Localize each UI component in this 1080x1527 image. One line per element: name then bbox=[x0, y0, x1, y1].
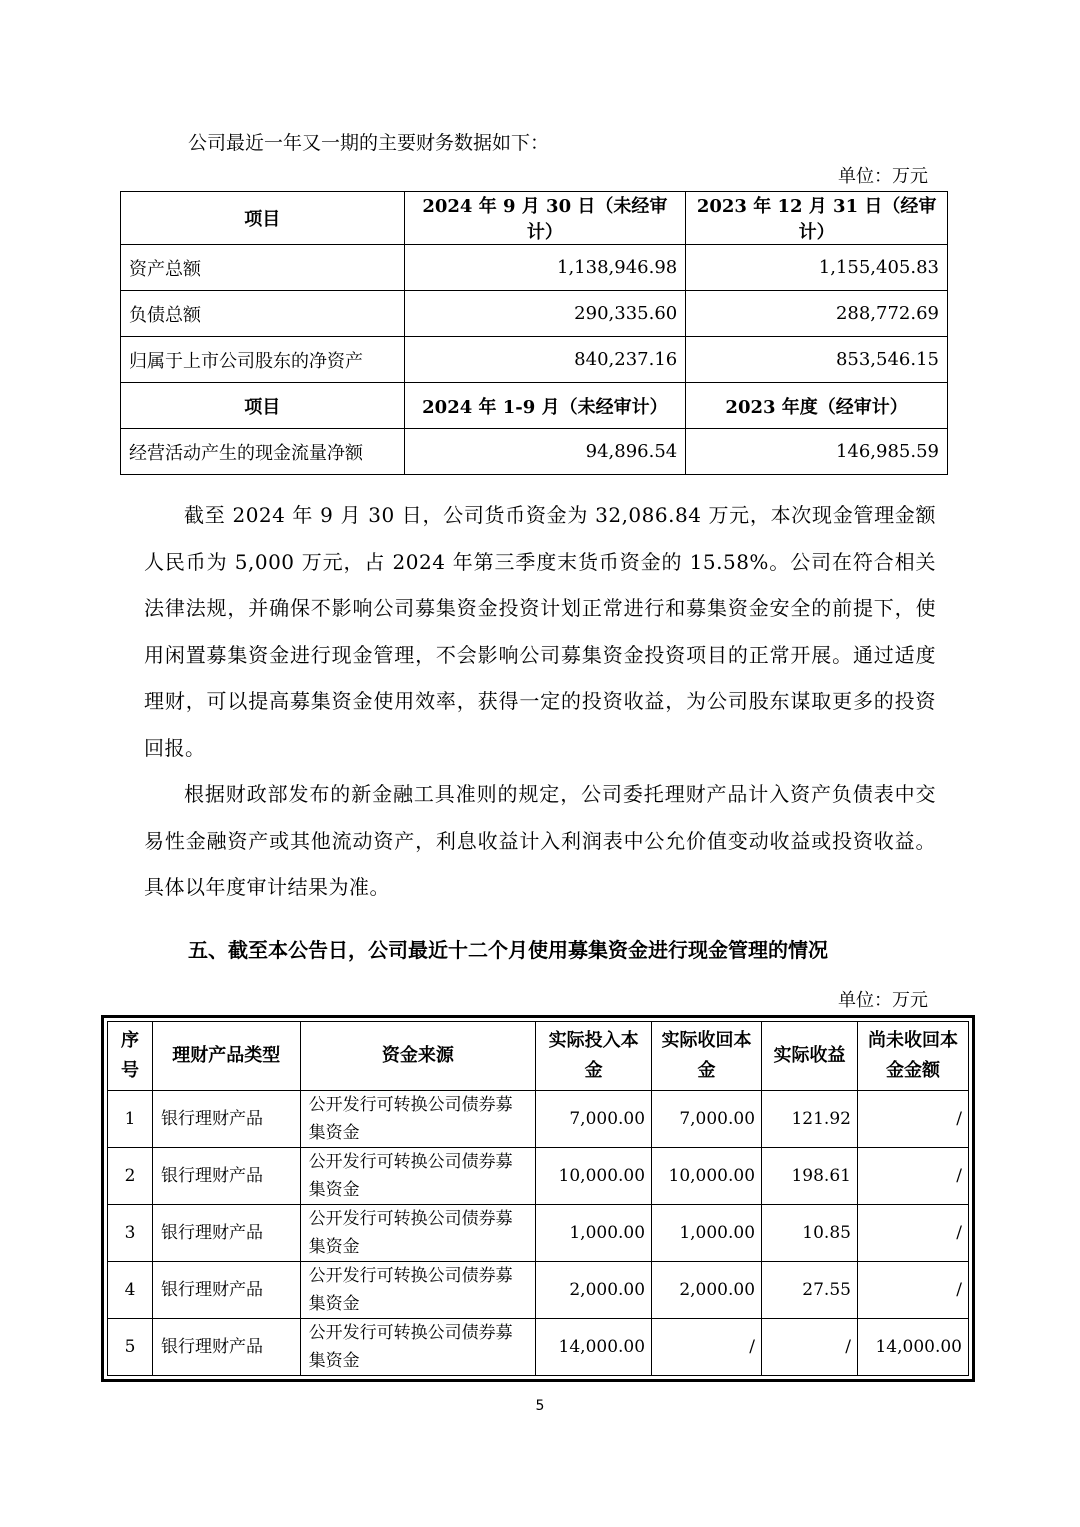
cash-management-table-frame bbox=[101, 1015, 975, 1382]
column-header: 理财产品类型 bbox=[152, 1022, 300, 1091]
table-cell: 公开发行可转换公司债券募集资金 bbox=[300, 1262, 535, 1319]
table-cell: 银行理财产品 bbox=[152, 1205, 300, 1262]
column-header: 项目 bbox=[121, 383, 405, 429]
table-row bbox=[108, 1262, 969, 1319]
column-header: 序号 bbox=[108, 1022, 153, 1091]
column-header: 实际收回本金 bbox=[652, 1022, 762, 1091]
table-row bbox=[108, 1091, 969, 1148]
table-cell: 10,000.00 bbox=[652, 1148, 762, 1205]
column-header: 2024 年 1-9 月（未经审计） bbox=[404, 383, 686, 429]
table-cell: 银行理财产品 bbox=[152, 1262, 300, 1319]
table-cell: 银行理财产品 bbox=[152, 1319, 300, 1376]
table-cell: 2 bbox=[108, 1148, 153, 1205]
table-cell: 5 bbox=[108, 1319, 153, 1376]
table-cell: 3 bbox=[108, 1205, 153, 1262]
table-cell: 146,985.59 bbox=[686, 429, 948, 475]
table-row bbox=[108, 1319, 969, 1376]
table-cell: 1,155,405.83 bbox=[686, 245, 948, 291]
table-cell: 7,000.00 bbox=[536, 1091, 652, 1148]
table-cell: / bbox=[652, 1319, 762, 1376]
table-cell: 公开发行可转换公司债券募集资金 bbox=[300, 1205, 535, 1262]
row-label: 负债总额 bbox=[121, 291, 405, 337]
table-row bbox=[108, 1205, 969, 1262]
table-cell: 27.55 bbox=[762, 1262, 858, 1319]
column-header: 资金来源 bbox=[300, 1022, 535, 1091]
row-label: 归属于上市公司股东的净资产 bbox=[121, 337, 405, 383]
row-label: 资产总额 bbox=[121, 245, 405, 291]
intro-text: 公司最近一年又一期的主要财务数据如下： bbox=[188, 132, 550, 154]
unit-label: 单位：万元 bbox=[838, 990, 928, 1011]
body-text bbox=[144, 492, 936, 911]
row-label: 经营活动产生的现金流量净额 bbox=[121, 429, 405, 475]
table-cell: / bbox=[762, 1319, 858, 1376]
financial-data-table bbox=[120, 191, 948, 475]
table-cell: 4 bbox=[108, 1262, 153, 1319]
table-cell: 290,335.60 bbox=[404, 291, 686, 337]
table-cell: 14,000.00 bbox=[857, 1319, 968, 1376]
table-cell: 银行理财产品 bbox=[152, 1091, 300, 1148]
table-header-row bbox=[121, 192, 948, 245]
table-cell: 10,000.00 bbox=[536, 1148, 652, 1205]
table-cell: 1,138,946.98 bbox=[404, 245, 686, 291]
table-cell: 公开发行可转换公司债券募集资金 bbox=[300, 1148, 535, 1205]
section-title: 五、截至本公告日，公司最近十二个月使用募集资金进行现金管理的情况 bbox=[188, 938, 828, 962]
table-cell: 1 bbox=[108, 1091, 153, 1148]
table-cell: 840,237.16 bbox=[404, 337, 686, 383]
table-cell: 公开发行可转换公司债券募集资金 bbox=[300, 1319, 535, 1376]
table-cell: / bbox=[857, 1148, 968, 1205]
table-cell: 1,000.00 bbox=[652, 1205, 762, 1262]
table-row bbox=[121, 429, 948, 475]
unit-label: 单位：万元 bbox=[838, 166, 928, 187]
column-header: 2024 年 9 月 30 日（未经审计） bbox=[404, 192, 686, 245]
table-row bbox=[121, 337, 948, 383]
table-cell: / bbox=[857, 1262, 968, 1319]
table-cell: / bbox=[857, 1205, 968, 1262]
table-cell: 198.61 bbox=[762, 1148, 858, 1205]
cash-management-table bbox=[107, 1021, 969, 1376]
table-cell: 121.92 bbox=[762, 1091, 858, 1148]
table-cell: 公开发行可转换公司债券募集资金 bbox=[300, 1091, 535, 1148]
table-cell: / bbox=[857, 1091, 968, 1148]
column-header: 项目 bbox=[121, 192, 405, 245]
table-cell: 7,000.00 bbox=[652, 1091, 762, 1148]
table-cell: 2,000.00 bbox=[536, 1262, 652, 1319]
column-header: 尚未收回本金金额 bbox=[857, 1022, 968, 1091]
table-cell: 14,000.00 bbox=[536, 1319, 652, 1376]
column-header: 实际收益 bbox=[762, 1022, 858, 1091]
table-header-row bbox=[108, 1022, 969, 1091]
paragraph: 截至 2024 年 9 月 30 日，公司货币资金为 32,086.84 万元，本次现金管理金额人民币为 5,000 万元，占 2024 年第三季度末货币资金的 15.58%。公司在符合相关法律法规，并确保不影响公司募集资金投资计划正常进行和募集资金安全的前提下，使用闲置募集资金进行现金管理，不会影响公司募集资金投资项目的正常开展。通过适度理财，可以提高募集资金使用效率，获得一定的投资收益，为公司股东谋取更多的投资回报。 bbox=[144, 503, 936, 760]
paragraph: 根据财政部发布的新金融工具准则的规定，公司委托理财产品计入资产负债表中交易性金融资产或其他流动资产，利息收益计入利润表中公允价值变动收益或投资收益。具体以年度审计结果为准。 bbox=[144, 782, 936, 899]
page-number: 5 bbox=[535, 1398, 545, 1414]
table-row bbox=[121, 291, 948, 337]
column-header: 2023 年 12 月 31 日（经审计） bbox=[686, 192, 948, 245]
table-header-row bbox=[121, 383, 948, 429]
table-row bbox=[108, 1148, 969, 1205]
table-cell: 853,546.15 bbox=[686, 337, 948, 383]
column-header: 2023 年度（经审计） bbox=[686, 383, 948, 429]
table-cell: 1,000.00 bbox=[536, 1205, 652, 1262]
table-cell: 2,000.00 bbox=[652, 1262, 762, 1319]
table-cell: 94,896.54 bbox=[404, 429, 686, 475]
table-cell: 288,772.69 bbox=[686, 291, 948, 337]
table-cell: 银行理财产品 bbox=[152, 1148, 300, 1205]
table-row bbox=[121, 245, 948, 291]
column-header: 实际投入本金 bbox=[536, 1022, 652, 1091]
table-cell: 10.85 bbox=[762, 1205, 858, 1262]
